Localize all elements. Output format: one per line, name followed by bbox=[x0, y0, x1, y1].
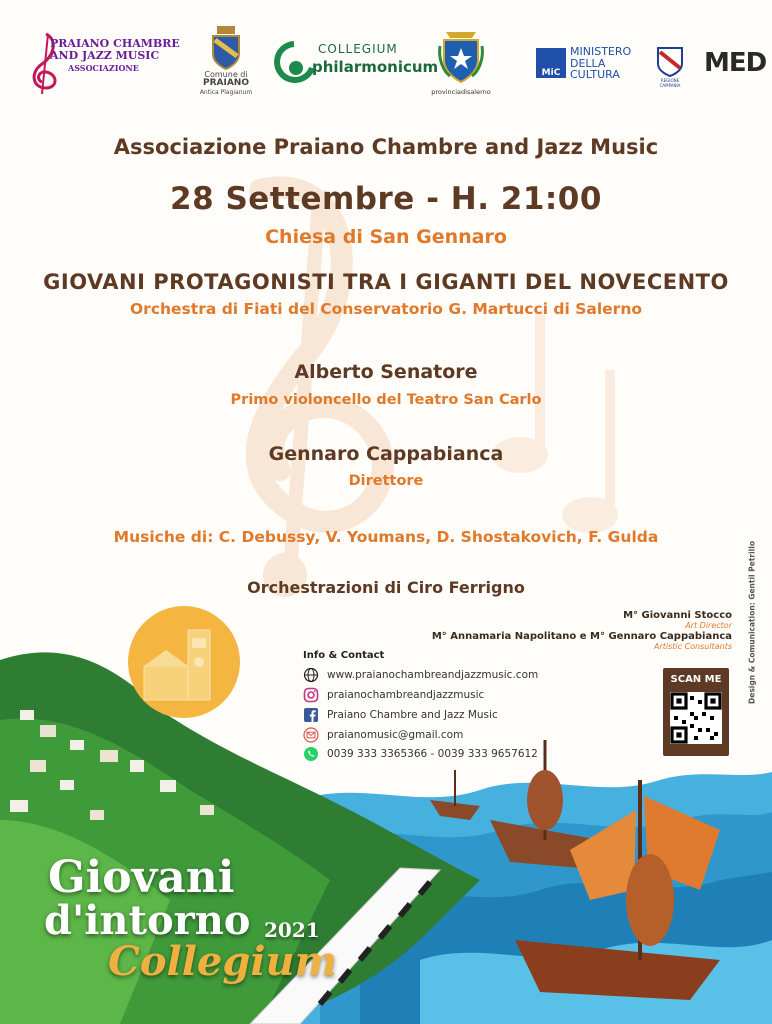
concert-title: GIOVANI PROTAGONISTI TRA I GIGANTI DEL NOVECENTO bbox=[43, 270, 729, 294]
globe-icon bbox=[303, 667, 319, 683]
instagram-text: praianochambreandjazzmusic bbox=[327, 689, 485, 701]
ministero-cultura-logo bbox=[536, 46, 636, 86]
praiano-association-logo bbox=[24, 30, 184, 100]
design-credit bbox=[742, 541, 760, 738]
regione-shield-icon bbox=[656, 46, 684, 78]
regione-label: REGIONE CAMPANIA bbox=[659, 78, 681, 88]
ministero-line2: DELLA bbox=[570, 56, 606, 70]
art-director-role: Art Director bbox=[685, 621, 732, 630]
facebook-text: Praiano Chambre and Jazz Music bbox=[327, 709, 498, 721]
regione-campania-logo bbox=[652, 46, 688, 86]
consultants-names: M° Annamaria Napolitano e M° Gennaro Cappabianca bbox=[431, 631, 732, 642]
provincia-crest-icon bbox=[438, 26, 484, 88]
comune-praiano-logo bbox=[196, 26, 256, 106]
email-icon bbox=[303, 727, 319, 743]
performer-name-2: Gennaro Cappabianca bbox=[268, 443, 504, 465]
festival-line1: Giovani bbox=[48, 852, 235, 903]
instagram-icon bbox=[303, 687, 319, 703]
performer-name-1: Alberto Senatore bbox=[294, 361, 478, 383]
email-text: praianomusic@gmail.com bbox=[327, 729, 464, 741]
design-credit-text: Design & Comunication: Gentil Petrillo bbox=[747, 541, 757, 704]
contact-phone[interactable] bbox=[303, 745, 538, 763]
contact-heading: Info & Contact bbox=[303, 650, 385, 661]
contact-email[interactable] bbox=[303, 726, 463, 744]
qr-code-panel[interactable] bbox=[663, 668, 729, 756]
comune-name: PRAIANO bbox=[203, 78, 249, 88]
philarmonicum-word: philarmonicum bbox=[312, 58, 439, 76]
praiano-logo-line2: AND JAZZ MUSIC bbox=[50, 49, 160, 62]
association-heading: Associazione Praiano Chambre and Jazz Music bbox=[113, 135, 659, 159]
mic-badge bbox=[536, 48, 566, 78]
performer-role-1: Primo violoncello del Teatro San Carlo bbox=[230, 392, 542, 408]
coat-of-arms-icon bbox=[209, 26, 243, 70]
consultants-role: Artistic Consultants bbox=[653, 642, 732, 651]
qr-code-icon bbox=[670, 692, 722, 744]
ministero-line3: CULTURA bbox=[570, 68, 620, 81]
program-orchestration: Orchestrazioni di Ciro Ferrigno bbox=[247, 578, 525, 597]
contact-facebook[interactable] bbox=[303, 706, 498, 724]
praiano-logo-line1: PRAIANO CHAMBRE bbox=[50, 37, 180, 50]
website-text: www.praianochambreandjazzmusic.com bbox=[327, 669, 539, 681]
collegium-emblem-icon bbox=[272, 38, 316, 94]
festival-year: 2021 bbox=[264, 918, 320, 942]
phone-text: 0039 333 3365366 - 0039 333 9657612 bbox=[327, 748, 538, 760]
whatsapp-icon bbox=[303, 746, 319, 762]
festival-line2: d'intorno bbox=[44, 897, 251, 944]
event-date-time: 28 Settembre - H. 21:00 bbox=[170, 181, 602, 217]
program-music: Musiche di: C. Debussy, V. Youmans, D. Shostakovich, F. Gulda bbox=[113, 528, 659, 546]
provincia-salerno-logo bbox=[430, 26, 492, 106]
comune-label: Comune di bbox=[204, 70, 248, 79]
qr-label: SCAN ME bbox=[670, 674, 722, 685]
praiano-logo-line3: ASSOCIAZIONE bbox=[68, 63, 139, 73]
performer-role-2: Direttore bbox=[348, 473, 424, 489]
festival-line3: Collegium bbox=[108, 938, 337, 985]
comune-motto: Antica Plagianum bbox=[199, 89, 253, 96]
collegium-word: COLLEGIUM bbox=[318, 42, 398, 56]
contact-website[interactable] bbox=[303, 666, 538, 684]
facebook-icon bbox=[303, 707, 319, 723]
mic-label: MiC bbox=[541, 68, 561, 78]
church-medallion bbox=[128, 606, 240, 718]
med-logo bbox=[704, 48, 766, 78]
collegium-philarmonicum-logo bbox=[272, 38, 439, 96]
art-director-name: M° Giovanni Stocco bbox=[623, 610, 732, 621]
provincia-label: provinciadisalerno bbox=[431, 88, 491, 96]
church-icon bbox=[128, 606, 240, 718]
contact-instagram[interactable] bbox=[303, 686, 484, 704]
ministero-line1: MINISTERO bbox=[570, 45, 632, 58]
event-venue: Chiesa di San Gennaro bbox=[265, 226, 507, 248]
med-label: MED bbox=[704, 48, 767, 78]
concert-subtitle: Orchestra di Fiati del Conservatorio G. Martucci di Salerno bbox=[130, 300, 642, 318]
